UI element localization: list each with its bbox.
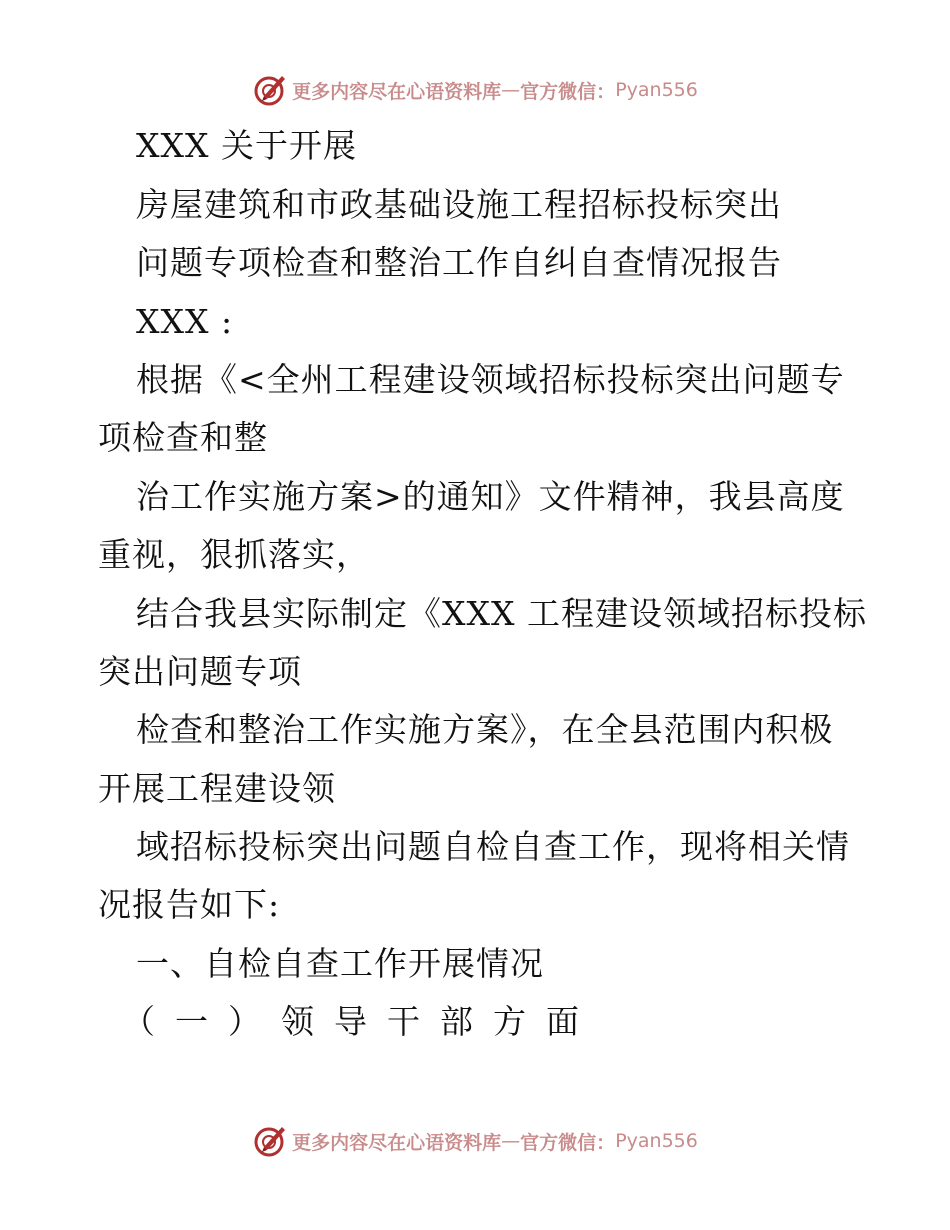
title-line-2: 房屋建筑和市政基础设施工程招标投标突出 xyxy=(136,185,782,224)
subsection-heading-1: （一）领导干部方面 xyxy=(122,1002,599,1041)
watermark-separator: — xyxy=(501,79,521,101)
watermark-suffix: 官方微信： xyxy=(520,80,616,103)
watermark-text: 更多内容尽在心语资料库 xyxy=(292,1131,502,1154)
watermark-wechat-id: Pyan556 xyxy=(615,1130,698,1152)
title-line-1: XXX 关于开展 xyxy=(136,126,357,165)
paragraph-2-line-2: 重视，狠抓落实， xyxy=(98,535,370,574)
paragraph-1-line-1: 根据《<全州工程建设领域招标投标突出问题专 xyxy=(136,360,845,399)
paragraph-3-line-1: 结合我县实际制定《XXX 工程建设领域招标投标 xyxy=(136,594,867,633)
pen-logo-icon xyxy=(252,72,288,108)
title-line-3: 问题专项检查和整治工作自纠自查情况报告 xyxy=(136,243,782,282)
watermark-suffix: 官方微信： xyxy=(520,1131,616,1154)
pen-logo-icon xyxy=(252,1123,288,1159)
watermark-wechat-id: Pyan556 xyxy=(615,79,698,101)
section-heading-1: 一、自检自查工作开展情况 xyxy=(136,944,544,983)
watermark-separator: — xyxy=(501,1130,521,1152)
paragraph-2-line-1: 治工作实施方案>的通知》文件精神，我县高度 xyxy=(136,477,845,516)
watermark-text: 更多内容尽在心语资料库 xyxy=(292,80,502,103)
paragraph-5-line-2: 况报告如下: xyxy=(98,885,281,924)
paragraph-1-line-2: 项检查和整 xyxy=(98,418,268,457)
paragraph-4-line-2: 开展工程建设领 xyxy=(98,769,336,808)
paragraph-3-line-2: 突出问题专项 xyxy=(98,652,302,691)
header-watermark xyxy=(0,70,950,110)
paragraph-4-line-1: 检查和整治工作实施方案》，在全县范围内积极 xyxy=(136,710,834,749)
paragraph-5-line-1: 域招标投标突出问题自检自查工作，现将相关情 xyxy=(136,827,850,866)
footer-watermark xyxy=(0,1121,950,1161)
recipient: XXX : xyxy=(136,302,234,341)
